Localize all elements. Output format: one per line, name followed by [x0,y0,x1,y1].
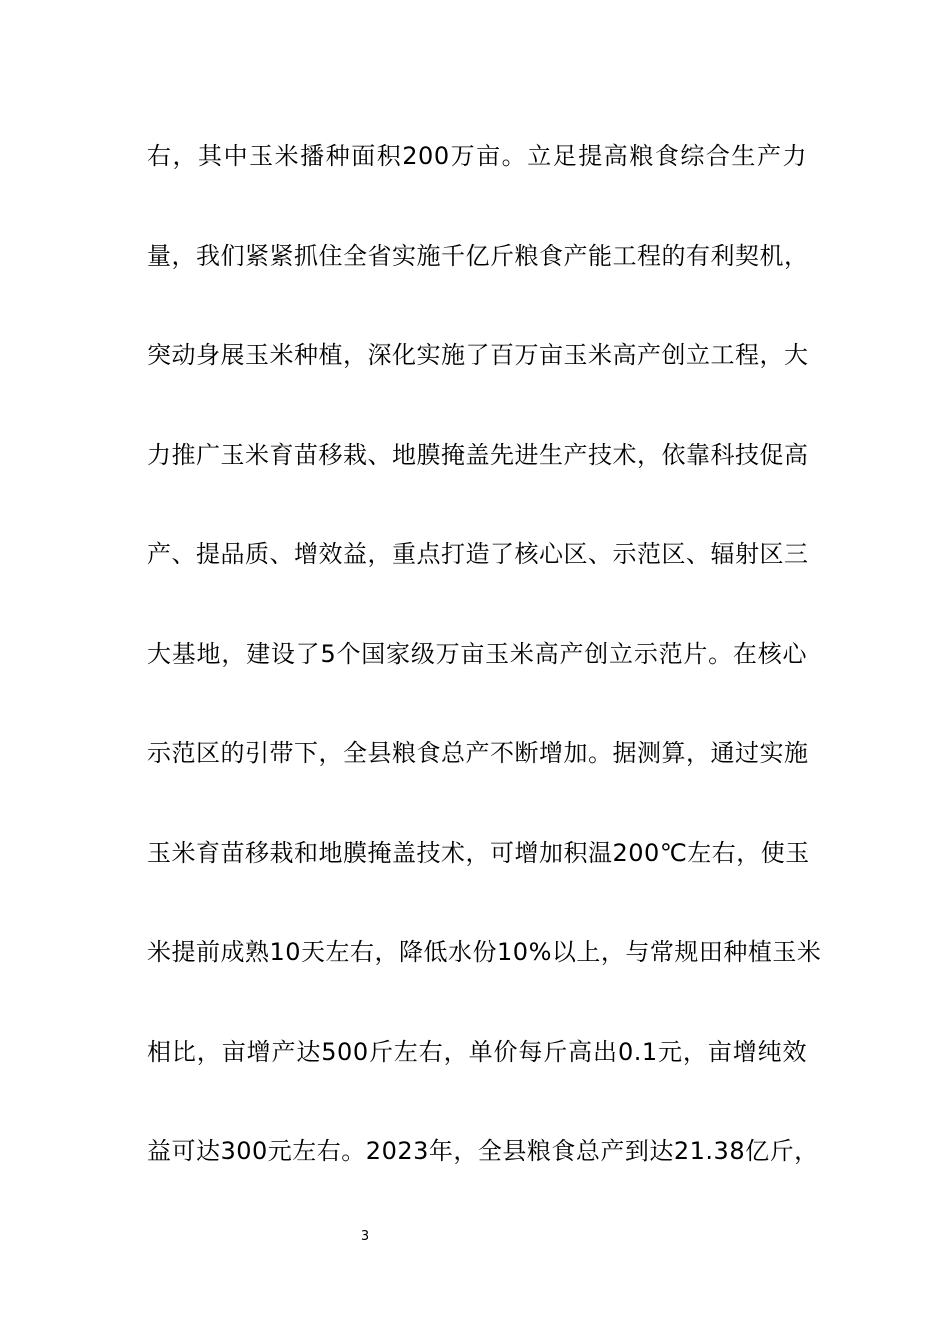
text-line: 大基地，建设了5个国家级万亩玉米高产创立示范片。在核心 [147,639,807,668]
text-line: 右，其中玉米播种面积200万亩。立足提高粮食综合生产力 [147,142,807,170]
text-line: 突动身展玉米种植，深化实施了百万亩玉米高产创立工程，大 [147,341,809,369]
text-line: 量，我们紧紧抓住全省实施千亿斤粮食产能工程的有利契机， [147,241,809,270]
page-number: 3 [360,1229,370,1244]
text-line: 益可达300元左右。2023年，全县粮食总产到达21.38亿斤， [147,1137,819,1165]
body-paragraph [147,131,822,1226]
text-line: 示范区的引带下，全县粮食总产不断增加。据测算，通过实施 [147,739,809,767]
text-line: 力推广玉米育苗移栽、地膜掩盖先进生产技术，依靠科技促高 [147,440,809,469]
text-line: 相比，亩增产达500斤左右，单价每斤高出0.1元，亩增纯效 [147,1037,807,1066]
text-line: 米提前成熟10天左右，降低水份10%以上，与常规田种植玉米 [147,938,822,966]
text-line: 玉米育苗移栽和地膜掩盖技术，可增加积温200℃左右，使玉 [147,838,810,867]
text-line: 产、提品质、增效益，重点打造了核心区、示范区、辐射区三 [147,540,809,568]
